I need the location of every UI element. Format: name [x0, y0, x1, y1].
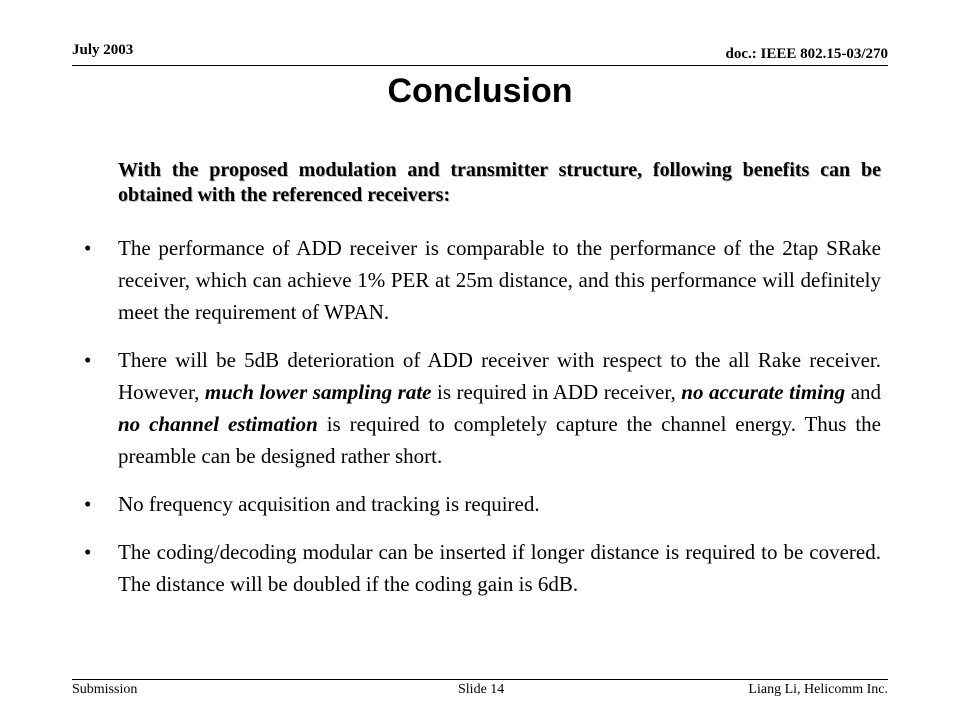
bullet-text: No frequency acquisition and tracking is required. — [118, 492, 540, 516]
bullet-icon: • — [84, 540, 92, 564]
emphasis-timing: no accurate timing — [681, 380, 846, 404]
emphasis-channel-estimation: no channel estimation — [118, 412, 318, 436]
bullet-list — [80, 232, 881, 616]
bullet-icon: • — [84, 348, 92, 372]
bullet-item-coding — [80, 536, 881, 600]
bullet-text-part: There will be 5dB deterioration of ADD receiver with respect to the all Rake receiver. However, — [118, 348, 881, 404]
bullet-text-part: is required to completely capture the channel energy. Thus the preamble can be designed rather short. — [118, 412, 881, 468]
footer-slide-number: Slide 14 — [458, 682, 505, 697]
bullet-text: The coding/decoding modular can be inserted if longer distance is required to be covered. The distance will be doubled if the coding gain is 6dB. — [118, 540, 881, 596]
footer-author: Liang Li, Helicomm Inc. — [748, 682, 888, 697]
bullet-icon: • — [84, 492, 92, 516]
bullet-text-part: and — [845, 380, 882, 404]
bullet-item-deterioration — [80, 344, 881, 472]
bullet-item-frequency — [80, 488, 881, 520]
footer-submission: Submission — [72, 682, 138, 697]
bullet-icon: • — [84, 236, 92, 260]
bullet-text: The performance of ADD receiver is comparable to the performance of the 2tap SRake receiver, which can achieve 1% PER at 25m distance, and this performance will definitely meet the requirement of WPAN. — [118, 236, 881, 324]
bullet-text-part: is required in ADD receiver, — [431, 380, 682, 404]
header-document-id: doc.: IEEE 802.15-03/270 — [725, 46, 888, 62]
bullet-item-performance — [80, 232, 881, 328]
header-divider — [72, 65, 888, 66]
footer-divider — [72, 679, 888, 680]
slide-title: Conclusion — [387, 72, 573, 110]
intro-paragraph: With the proposed modulation and transmitter structure, following benefits can be obtained with the referenced receivers: — [118, 159, 881, 206]
emphasis-sampling-rate: much lower sampling rate — [204, 380, 432, 404]
header-date: July 2003 — [72, 42, 134, 58]
